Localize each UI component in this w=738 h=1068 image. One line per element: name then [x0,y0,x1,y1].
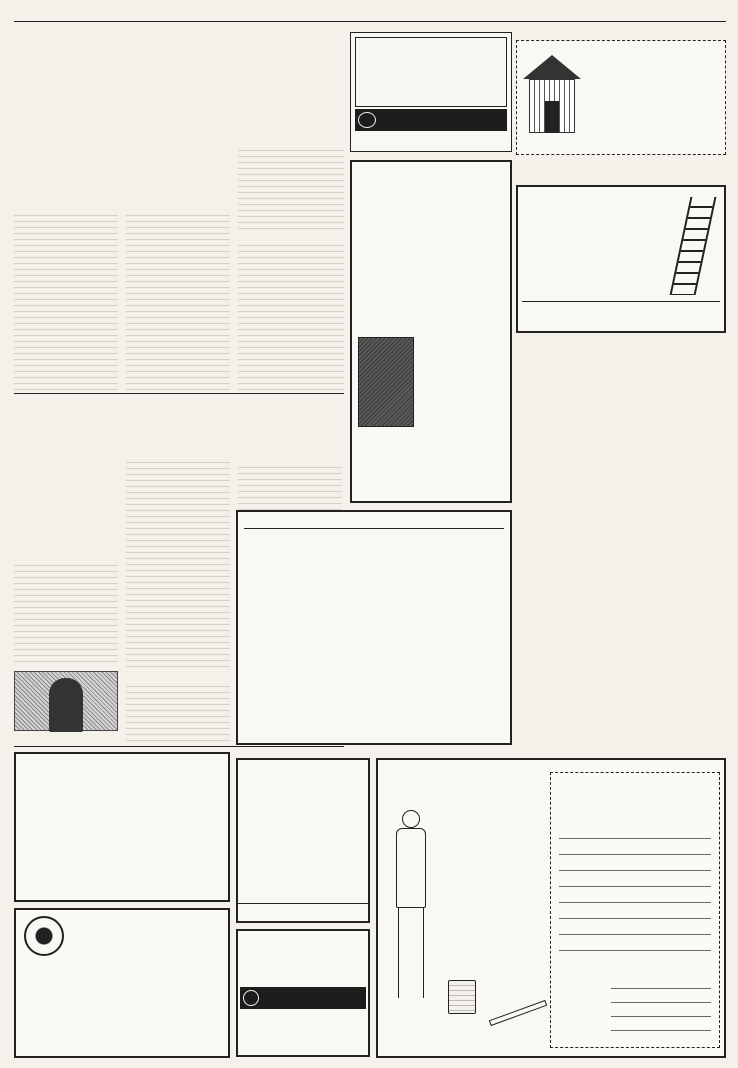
roof-icon [523,55,581,79]
divider [14,393,344,394]
stichting-logo-icon [24,916,64,956]
painters-directory [516,342,726,744]
tekst-line-8[interactable] [559,941,711,951]
vacancy-ad [236,510,512,745]
page-header [14,8,726,22]
figure-legs [398,908,424,998]
figure-body [396,828,426,908]
scb-ad [14,752,230,902]
gatt-body-col-2 [126,215,230,393]
gatt-body-col-3 [238,150,344,230]
painter-illustration [388,810,436,1000]
ladder-icon [670,197,717,295]
winterschilder-ad [516,185,726,333]
book-cover [358,337,414,427]
vakantie-ad [376,758,726,1058]
divider [522,301,720,302]
tekst-line-4[interactable] [559,877,711,887]
hulpverlening-ad [14,908,230,1058]
kreykes-stripe [355,109,507,131]
portrait-figure [49,678,83,732]
gatt-body-col-4 [238,245,344,393]
ladder-illustration [670,197,718,297]
divider [238,903,368,904]
divider [244,528,504,529]
tekst-line-5[interactable] [559,893,711,903]
philips-body-col-3 [126,686,230,741]
door-icon [545,101,559,133]
adres-field[interactable] [611,993,711,1003]
tekst-line-2[interactable] [559,845,711,855]
philips-article [14,397,232,742]
divider [14,746,344,747]
gatt-body-col-1 [14,215,118,393]
bon-coupon[interactable] [550,772,720,1048]
portrait-photo [14,671,118,731]
kreykes-top-ad [350,32,512,152]
philips-body-col-2 [126,462,230,672]
snuf-ad [350,160,512,503]
gatt-article [14,25,344,390]
tekst-line-6[interactable] [559,909,711,919]
woonplaats-field[interactable] [611,1021,711,1031]
klokken-stripe [240,987,366,1009]
tekst-line-1[interactable] [559,829,711,839]
overname-ad [236,758,370,923]
houtman-ad [516,40,726,155]
figure-head [402,810,420,828]
clock-logo-icon [243,990,259,1006]
paint-can-icon [448,980,476,1014]
philips-body-col-1 [14,565,118,665]
kreykes-inner [355,37,507,107]
naam-field[interactable] [611,979,711,989]
brush-icon [489,1000,547,1026]
clock-logo-icon [358,112,376,128]
garden-house-illustration [523,55,581,143]
kreykes-bottom-ad [236,929,370,1057]
postcode-field[interactable] [611,1007,711,1017]
tekst-line-3[interactable] [559,861,711,871]
tekst-line-7[interactable] [559,925,711,935]
